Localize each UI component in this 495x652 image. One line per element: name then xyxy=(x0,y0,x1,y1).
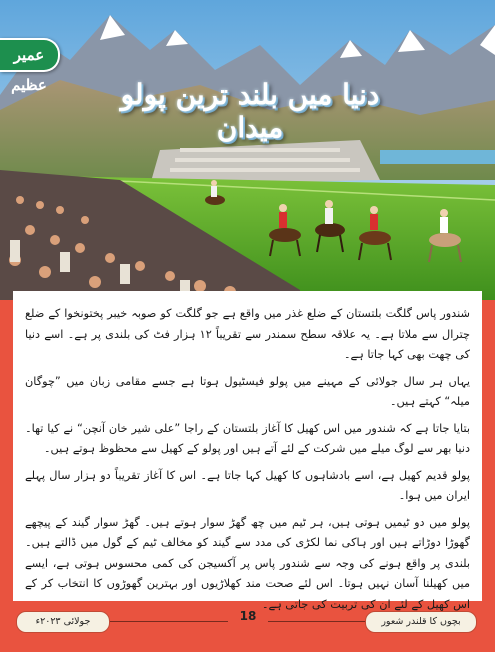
article-title: دنیا میں بلند ترین پولو میدان xyxy=(120,78,380,144)
footer-divider xyxy=(268,621,365,622)
page-number: 18 xyxy=(239,609,257,623)
article-paragraph: پولو میں دو ٹیمیں ہوتی ہیں، ہر ٹیم میں چھ گھڑ سوار ہوتے ہیں۔ گھڑ سوار گیند کے پیچھے گھوڑا دوڑاتے ہیں اور ہاکی نما لکڑی کی مدد سے گیند کو مخالف ٹیم کے گول میں ڈالتے ہیں۔ بلندی پر واقع ہونے کی وجہ سے شندور پاس پر آکسیجن کی کمی محسوس ہوتی ہے، ایسے میں کھیلنا آسان نہیں ہوتا۔ اس لئے صحت مند کھلاڑیوں اور بہترین گھوڑوں کا انتخاب کر کے اس کھیل کے لئے ان کی تربیت کی جاتی ہے۔ xyxy=(25,515,470,611)
article-paragraph: بتایا جاتا ہے کہ شندور میں اس کھیل کا آغاز بلتستان کے راجا ”علی شیر خان آنچن“ نے کیا تھا۔ دنیا بھر سے لوگ میلے میں شرکت کے لئے آتے ہیں اور پولو کے کھیل سے محظوظ ہوتے ہیں۔ xyxy=(25,421,470,455)
author-badge: عمیر عظیم xyxy=(0,38,60,72)
page-footer xyxy=(0,601,495,652)
footer-divider xyxy=(110,621,228,622)
article-body xyxy=(13,291,482,611)
polo-field-scene xyxy=(0,0,495,300)
article-paragraph: یہاں ہر سال جولائی کے مہینے میں پولو فیسٹیول ہوتا ہے جسے مقامی زبان میں ”چوگان میلہ“ کہتے ہیں۔ xyxy=(25,374,470,408)
hero-photo xyxy=(0,0,495,300)
issue-date: جولائی ۲۰۲۳ء xyxy=(16,611,110,633)
article-paragraph: پولو قدیم کھیل ہے، اسے بادشاہوں کا کھیل کہا جاتا ہے۔ اس کا آغاز تقریباً دو ہزار سال پہلے ایران میں ہوا۔ xyxy=(25,468,470,502)
magazine-name: بچوں کا قلندر شعور xyxy=(365,611,477,633)
article-paragraph: شندور پاس گلگت بلتستان کے ضلع غذر میں واقع ہے جو گلگت کو صوبہ خیبر پختونخوا کے ضلع چترال سے ملاتا ہے۔ یہ علاقہ سطح سمندر سے تقریباً ۱۲ ہزار فٹ کی بلندی پر ہے۔ اسے دنیا کی چھت بھی کہا جاتا ہے۔ xyxy=(25,307,470,361)
